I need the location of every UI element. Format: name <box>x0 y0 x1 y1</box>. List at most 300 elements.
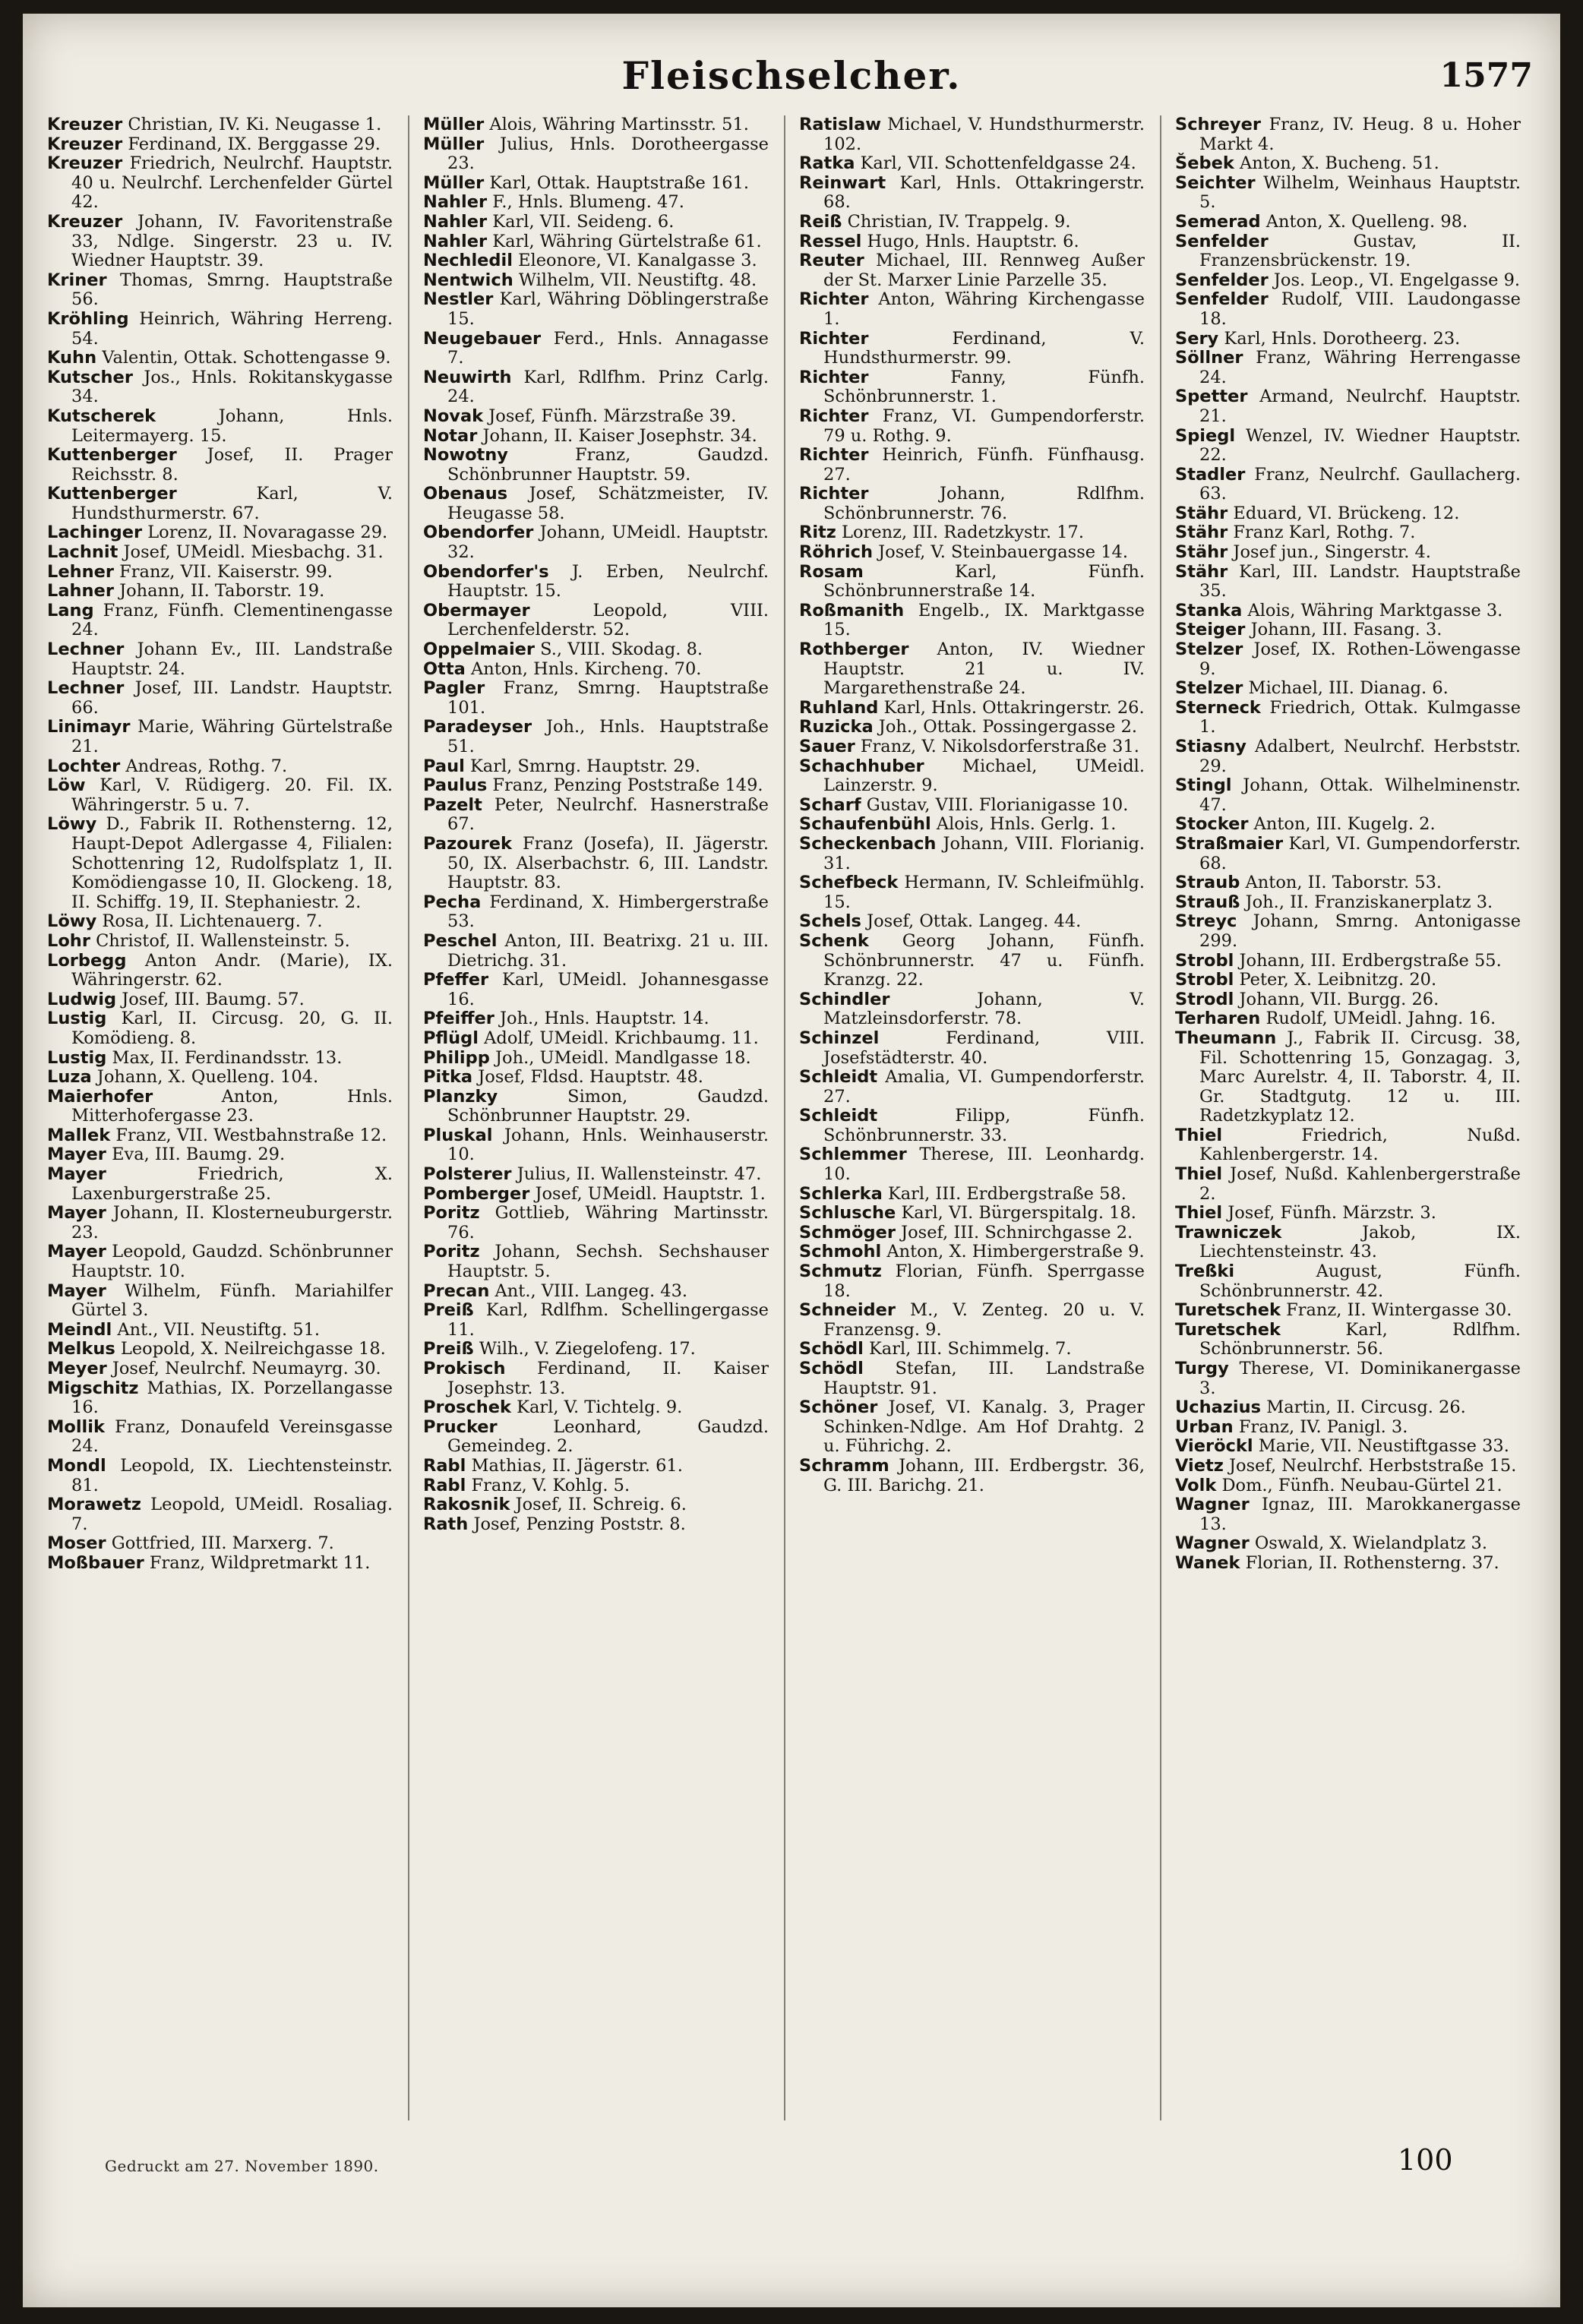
directory-entry <box>47 135 393 155</box>
entry-name: Schachhuber <box>799 756 924 776</box>
entry-name: Senfelder <box>1175 231 1269 251</box>
entry-name: Ratka <box>799 153 855 174</box>
entry-details: Josef, II. Prager Reichsstr. 8. <box>71 445 393 485</box>
entry-details: Georg Johann, Fünfh. Schönbrunnerstr. 47 u. Fünfh. Kranzg. 22. <box>823 930 1145 990</box>
directory-entry <box>799 912 1145 932</box>
entry-name: Moser <box>47 1533 106 1554</box>
entry-details: Johann, Ottak. Wilhelminenstr. 47. <box>1199 775 1521 815</box>
directory-entry <box>423 893 769 932</box>
entry-name: Nowotny <box>423 445 508 466</box>
entry-details: Franz, VII. Kaiserstr. 99. <box>119 561 333 582</box>
entry-details: Josef, Nußd. Kahlenbergerstraße 2. <box>1199 1164 1521 1204</box>
directory-entry <box>423 1359 769 1398</box>
directory-entry <box>799 990 1145 1029</box>
directory-entry <box>1175 115 1521 154</box>
entry-details: Leopold, X. Neilreichgasse 18. <box>120 1339 386 1359</box>
entry-details: Franz Karl, Rothg. 7. <box>1233 523 1416 543</box>
entry-details: Ferdinand, II. Kaiser Josephstr. 13. <box>447 1359 769 1398</box>
directory-entry <box>799 485 1145 523</box>
directory-entry <box>799 1262 1145 1301</box>
directory-entry <box>799 699 1145 718</box>
entry-details: Florian, Fünfh. Sperrgasse 18. <box>823 1261 1145 1301</box>
entry-name: Reinwart <box>799 172 886 193</box>
directory-entry <box>1175 1126 1521 1165</box>
directory-entry <box>1175 620 1521 640</box>
column-4 <box>1175 115 1521 2120</box>
entry-details: Karl, Rdlfhm. Schönbrunnerstr. 56. <box>1199 1319 1521 1359</box>
entry-name: Löw <box>47 775 86 796</box>
entry-name: Nahler <box>423 211 488 232</box>
directory-entry <box>423 1282 769 1302</box>
directory-entry <box>1175 971 1521 990</box>
entry-details: Josef, III. Baumg. 57. <box>122 989 305 1009</box>
entry-name: Strauß <box>1175 892 1240 912</box>
entry-details: Rudolf, VIII. Laudongasse 18. <box>1199 289 1521 329</box>
entry-name: Mallek <box>47 1125 111 1145</box>
directory-entry <box>1175 387 1521 426</box>
directory-entry <box>47 1088 393 1126</box>
entry-name: Lachinger <box>47 523 143 543</box>
entry-details: Karl, III. Erdbergstraße 58. <box>887 1183 1126 1204</box>
entry-details: Ferd., Hnls. Annagasse 7. <box>447 328 769 368</box>
entry-name: Melkus <box>47 1339 115 1359</box>
directory-entry <box>1175 330 1521 349</box>
column-1 <box>47 115 393 2120</box>
directory-entry <box>423 757 769 777</box>
entry-name: Wagner <box>1175 1495 1250 1515</box>
entry-details: Jos., Hnls. Rokitanskygasse 34. <box>71 367 393 407</box>
directory-entry <box>47 776 393 815</box>
entry-name: Streyc <box>1175 911 1237 932</box>
directory-entry <box>1175 174 1521 213</box>
directory-entry <box>423 174 769 194</box>
entry-name: Löwy <box>47 911 97 932</box>
entry-details: Leopold, IX. Liechtensteinstr. 81. <box>71 1455 393 1495</box>
entry-details: Johann, III. Fasang. 3. <box>1250 620 1442 640</box>
directory-entry <box>1175 873 1521 893</box>
entry-name: Proschek <box>423 1397 512 1418</box>
entry-details: Josef, IX. Rothen-Löwengasse 9. <box>1199 639 1521 679</box>
entry-details: Johann, Smrng. Antonigasse 299. <box>1199 911 1521 951</box>
directory-entry <box>1175 815 1521 835</box>
entry-name: Nestler <box>423 289 494 310</box>
entry-details: Jos. Leop., VI. Engelgasse 9. <box>1273 270 1521 290</box>
entry-name: Neugebauer <box>423 328 542 349</box>
entry-details: Josef, V. Steinbauergasse 14. <box>878 542 1129 563</box>
entry-name: Thiel <box>1175 1203 1223 1224</box>
entry-name: Nahler <box>423 231 488 251</box>
directory-entry <box>1175 893 1521 913</box>
directory-entry <box>423 115 769 135</box>
directory-entry <box>1175 776 1521 815</box>
entry-details: Simon, Gaudzd. Schönbrunner Hauptstr. 29. <box>447 1086 769 1126</box>
directory-entry <box>1175 952 1521 971</box>
entry-details: Karl, Währing Döblingerstraße 15. <box>447 289 769 329</box>
directory-entry <box>423 932 769 971</box>
entry-name: Vietz <box>1175 1455 1224 1476</box>
directory-entry <box>799 1359 1145 1398</box>
entry-details: Armand, Neulrchf. Hauptstr. 21. <box>1199 387 1521 426</box>
entry-name: Müller <box>423 115 485 134</box>
entry-name: Meyer <box>47 1359 107 1378</box>
entry-details: Johann, Sechsh. Sechshauser Hauptstr. 5. <box>447 1242 769 1282</box>
entry-details: Johann, IV. Favoritenstraße 33, Ndlge. Singerstr. 23 u. IV. Wiedner Hauptstr. 39. <box>71 211 393 271</box>
entry-name: Stiasny <box>1175 737 1246 756</box>
entry-name: Schleidt <box>799 1106 878 1126</box>
entry-details: Adolf, UMeidl. Krichbaumg. 11. <box>484 1028 759 1048</box>
entry-details: Michael, V. Hundsthurmerstr. 102. <box>823 115 1145 154</box>
entry-details: Josef, Penzing Poststr. 8. <box>473 1514 686 1534</box>
entry-details: Karl, VI. Gumpendorferstr. 68. <box>1199 833 1521 873</box>
entry-name: Schenk <box>799 930 869 951</box>
directory-entry <box>47 1049 393 1069</box>
entry-details: Johann, III. Erdbergstraße 55. <box>1239 950 1502 971</box>
entry-name: Lachnit <box>47 542 118 563</box>
entry-name: Luza <box>47 1067 92 1088</box>
directory-entry <box>47 154 393 213</box>
entry-details: Dom., Fünfh. Neubau-Gürtel 21. <box>1221 1475 1502 1495</box>
entry-name: Ruhland <box>799 697 879 718</box>
directory-entry <box>47 1340 393 1359</box>
entry-name: Stelzer <box>1175 678 1243 699</box>
entry-name: Strobl <box>1175 970 1234 990</box>
directory-entry <box>799 368 1145 407</box>
directory-entry <box>799 737 1145 757</box>
directory-entry <box>1175 1495 1521 1534</box>
entry-details: Karl, Hnls. Dorotheerg. 23. <box>1224 328 1461 349</box>
entry-details: Franz, Neulrchf. Gaullacherg. 63. <box>1199 464 1521 504</box>
entry-details: Ferdinand, IX. Berggasse 29. <box>128 134 381 154</box>
entry-name: Strobl <box>1175 950 1234 971</box>
entry-details: Friedrich, Ottak. Kulmgasse 1. <box>1199 697 1521 737</box>
entry-name: Schödl <box>799 1339 864 1359</box>
entry-details: Josef, Ottak. Langeg. 44. <box>867 911 1082 932</box>
entry-name: Schmutz <box>799 1261 882 1282</box>
entry-details: Julius, II. Wallensteinstr. 47. <box>517 1164 762 1185</box>
entry-details: Julius, Hnls. Dorotheergasse 23. <box>447 134 769 174</box>
entry-name: Obenaus <box>423 484 508 504</box>
page-footer <box>23 2143 1560 2189</box>
entry-details: Stefan, III. Landstraße Hauptstr. 91. <box>823 1359 1145 1398</box>
directory-entry <box>423 1476 769 1496</box>
entry-name: Prokisch <box>423 1359 506 1378</box>
entry-name: Lang <box>47 600 94 620</box>
directory-entry <box>47 523 393 543</box>
entry-details: Franz, Penzing Poststraße 149. <box>492 775 763 796</box>
directory-entry <box>423 1204 769 1243</box>
entry-name: Richter <box>799 484 869 504</box>
directory-entry <box>1175 1321 1521 1359</box>
entry-name: Pecha <box>423 892 482 912</box>
directory-entry <box>799 563 1145 602</box>
entry-details: Karl, Währing Gürtelstraße 61. <box>492 231 762 251</box>
directory-entry <box>47 485 393 523</box>
directory-entry <box>1175 232 1521 271</box>
entry-name: Kreuzer <box>47 211 123 232</box>
directory-entry <box>47 1418 393 1457</box>
entry-name: Schramm <box>799 1455 889 1476</box>
entry-details: Marie, Währing Gürtelstraße 21. <box>71 717 393 756</box>
entry-details: Johann, VIII. Florianig. 31. <box>823 833 1145 873</box>
directory-entry <box>1175 602 1521 621</box>
directory-entry <box>799 407 1145 446</box>
entry-name: Lustig <box>47 1009 107 1029</box>
entry-name: Lahner <box>47 581 114 602</box>
entry-name: Rabl <box>423 1475 466 1495</box>
entry-name: Uchazius <box>1175 1397 1262 1418</box>
directory-entry <box>423 1068 769 1088</box>
entry-name: Schlemmer <box>799 1145 907 1165</box>
directory-entry <box>423 718 769 756</box>
entry-name: Theumann <box>1175 1028 1277 1048</box>
directory-entry <box>47 602 393 640</box>
entry-name: Scharf <box>799 794 861 815</box>
entry-name: Röhrich <box>799 542 873 563</box>
directory-entry <box>1175 1418 1521 1438</box>
entry-name: Lorbegg <box>47 950 127 971</box>
directory-entry <box>47 213 393 271</box>
entry-details: Hermann, IV. Schleifmühlg. 15. <box>823 873 1145 912</box>
entry-details: Franz, Währing Herrengasse 24. <box>1199 348 1521 387</box>
entry-details: Anton, IV. Wiedner Hauptstr. 21 u. IV. Margarethenstraße 24. <box>823 639 1145 699</box>
entry-details: Gottfried, III. Marxerg. 7. <box>111 1533 334 1554</box>
directory-entry <box>423 330 769 368</box>
entry-name: Nentwich <box>423 270 513 290</box>
directory-entry <box>799 213 1145 232</box>
entry-name: Spetter <box>1175 387 1248 407</box>
directory-entry <box>47 932 393 952</box>
entry-name: Stähr <box>1175 542 1228 563</box>
entry-name: Reuter <box>799 251 864 271</box>
directory-entry <box>1175 737 1521 776</box>
directory-entry <box>423 563 769 602</box>
directory-entry <box>799 1243 1145 1262</box>
entry-name: Pagler <box>423 678 485 699</box>
directory-entry <box>47 640 393 679</box>
entry-name: Philipp <box>423 1047 490 1068</box>
entry-name: Strodl <box>1175 989 1234 1009</box>
entry-name: Schmöger <box>799 1222 896 1243</box>
directory-entry <box>47 563 393 583</box>
directory-entry <box>423 1029 769 1049</box>
entry-details: Fanny, Fünfh. Schönbrunnerstr. 1. <box>823 367 1145 407</box>
entry-details: Christian, IV. Ki. Neugasse 1. <box>128 115 382 134</box>
directory-entry <box>423 1398 769 1418</box>
entry-details: Joh., Hnls. Hauptstr. 14. <box>500 1009 709 1029</box>
directory-entry <box>47 1282 393 1321</box>
entry-details: Wilhelm, VII. Neustiftg. 48. <box>518 270 757 290</box>
directory-entry <box>1175 1554 1521 1574</box>
directory-entry <box>1175 427 1521 466</box>
entry-details: Heinrich, Fünfh. Fünfhausg. 27. <box>823 445 1145 485</box>
entry-details: Josef, II. Schreig. 6. <box>515 1495 687 1515</box>
directory-entry <box>47 582 393 602</box>
entry-details: Johann, VII. Burgg. 26. <box>1239 989 1439 1009</box>
entry-name: Ruzicka <box>799 717 874 737</box>
entry-name: Obendorfer <box>423 523 534 543</box>
entry-details: Anton, X. Bucheng. 51. <box>1239 153 1439 174</box>
directory-entry <box>1175 271 1521 291</box>
entry-name: Schöner <box>799 1397 878 1418</box>
directory-entry <box>1175 563 1521 602</box>
entry-details: M., V. Zenteg. 20 u. V. Franzensg. 9. <box>823 1300 1145 1340</box>
directory-entry <box>423 660 769 680</box>
entry-name: Sauer <box>799 737 855 756</box>
entry-name: Senfelder <box>1175 270 1269 290</box>
entry-details: Karl, Ottak. Hauptstraße 161. <box>489 172 750 193</box>
page-header <box>23 53 1560 106</box>
entry-name: Meindl <box>47 1319 112 1340</box>
directory-entry <box>1175 1204 1521 1224</box>
entry-name: Mondl <box>47 1455 106 1476</box>
entry-details: Ant., VIII. Langeg. 43. <box>494 1280 688 1301</box>
entry-details: Anton, III. Beatrixg. 21 u. III. Dietrichg. 31. <box>447 930 769 971</box>
entry-details: Therese, VI. Dominikanergasse 3. <box>1199 1359 1521 1398</box>
directory-entry <box>47 115 393 135</box>
entry-name: Trawniczek <box>1175 1222 1282 1243</box>
entry-details: Karl, VI. Bürgerspitalg. 18. <box>901 1203 1136 1224</box>
entry-details: Joh., Hnls. Hauptstraße 51. <box>447 717 769 756</box>
directory-entry <box>1175 1437 1521 1457</box>
entry-name: Pomberger <box>423 1183 530 1204</box>
entry-name: Lechner <box>47 678 125 699</box>
entry-name: Polsterer <box>423 1164 512 1185</box>
entry-details: Filipp, Fünfh. Schönbrunnerstr. 33. <box>823 1106 1145 1145</box>
directory-entry <box>423 446 769 485</box>
entry-name: Schinzel <box>799 1028 880 1048</box>
entry-name: Schneider <box>799 1300 896 1321</box>
directory-entry <box>1175 679 1521 699</box>
entry-name: Richter <box>799 328 869 349</box>
directory-entry <box>423 679 769 718</box>
directory-entry <box>799 115 1145 154</box>
entry-name: Schaufenbühl <box>799 814 931 835</box>
entry-details: Leopold, Gaudzd. Schönbrunner Hauptstr. 10. <box>71 1242 393 1282</box>
directory-entry <box>799 1145 1145 1184</box>
entry-name: Ratislaw <box>799 115 882 134</box>
entry-name: Seichter <box>1175 172 1256 193</box>
entry-name: Turetschek <box>1175 1319 1281 1340</box>
entry-details: Mathias, IX. Porzellangasse 16. <box>71 1378 393 1418</box>
directory-entry <box>799 1340 1145 1359</box>
directory-entry <box>799 1301 1145 1340</box>
entry-name: Schmohl <box>799 1242 882 1262</box>
entry-name: Ressel <box>799 231 862 251</box>
directory-entry <box>799 1224 1145 1243</box>
entry-name: Nahler <box>423 192 488 213</box>
entry-name: Lechner <box>47 639 125 660</box>
entry-details: Karl, Rdlfhm. Schellingergasse 11. <box>447 1300 769 1340</box>
directory-entry <box>799 1398 1145 1457</box>
directory-entry <box>47 952 393 990</box>
entry-details: Josef, Neulrchf. Herbststraße 15. <box>1229 1455 1517 1476</box>
entry-details: Friedrich, Nußd. Kahlenbergerstr. 14. <box>1199 1125 1521 1165</box>
entry-name: Scheckenbach <box>799 833 937 854</box>
directory-entry <box>799 1107 1145 1145</box>
entry-details: Christian, IV. Trappelg. 9. <box>847 211 1071 232</box>
directory-entry <box>423 1495 769 1515</box>
entry-details: Johann, Hnls. Weinhauserstr. 10. <box>447 1125 769 1165</box>
entry-details: Anton, X. Himbergerstraße 9. <box>886 1242 1145 1262</box>
entry-details: Johann Ev., III. Landstraße Hauptstr. 24. <box>71 639 393 679</box>
entry-details: Josef, VI. Kanalg. 3, Prager Schinken-Ndlge. Am Hof Drahtg. 2 u. Führichg. 2. <box>823 1397 1145 1457</box>
entry-details: Amalia, VI. Gumpendorferstr. 27. <box>823 1067 1145 1107</box>
entry-name: Terharen <box>1175 1009 1261 1029</box>
directory-entry <box>423 602 769 640</box>
entry-name: Pazourek <box>423 833 512 854</box>
entry-name: Steiger <box>1175 620 1246 640</box>
entry-details: Karl, VII. Seideng. 6. <box>492 211 675 232</box>
directory-entry <box>47 1495 393 1534</box>
directory-entry <box>423 523 769 562</box>
entry-details: Rosa, II. Lichtenauerg. 7. <box>102 911 323 932</box>
entry-details: Karl, VII. Schottenfeldgasse 24. <box>860 153 1136 174</box>
entry-name: Schleidt <box>799 1067 878 1088</box>
directory-entry <box>799 290 1145 329</box>
entry-name: Precan <box>423 1280 490 1301</box>
directory-entry <box>423 407 769 427</box>
entry-name: Kutscherek <box>47 406 156 426</box>
column-2 <box>423 115 769 2120</box>
entry-details: Franz, Gaudzd. Schönbrunner Hauptstr. 59. <box>447 445 769 485</box>
entry-name: Straub <box>1175 873 1240 893</box>
directory-entry <box>799 640 1145 699</box>
directory-entry <box>423 1418 769 1457</box>
entry-name: Treßki <box>1175 1261 1235 1282</box>
entry-name: Pitka <box>423 1067 473 1088</box>
entry-details: Friedrich, Neulrchf. Hauptstr. 40 u. Neulrchf. Lerchenfelder Gürtel 42. <box>71 153 393 213</box>
entry-details: Joh., II. Franziskanerplatz 3. <box>1245 892 1493 912</box>
directory-entry <box>47 1379 393 1418</box>
entry-name: Roßmanith <box>799 600 905 620</box>
entry-details: Leopold, UMeidl. Rosaliag. 7. <box>71 1495 393 1534</box>
entry-name: Ritz <box>799 523 836 543</box>
entry-details: Josef, Schätzmeister, IV. Heugasse 58. <box>447 484 769 523</box>
entry-details: Alois, Hnls. Gerlg. 1. <box>936 814 1117 835</box>
entry-details: Karl, Smrng. Hauptstr. 29. <box>469 756 701 776</box>
entry-details: Thomas, Smrng. Hauptstraße 56. <box>71 270 393 310</box>
directory-entry <box>1175 1476 1521 1496</box>
entry-details: Joh., UMeidl. Mandlgasse 18. <box>495 1047 751 1068</box>
directory-entry <box>1175 912 1521 951</box>
directory-entry <box>799 154 1145 174</box>
directory-entry <box>423 1126 769 1165</box>
directory-entry <box>799 251 1145 290</box>
entry-name: Sterneck <box>1175 697 1261 718</box>
directory-entry <box>47 1165 393 1204</box>
entry-details: Ignaz, III. Marokkanergasse 13. <box>1199 1495 1521 1534</box>
entry-details: Hugo, Hnls. Hauptstr. 6. <box>867 231 1079 251</box>
directory-entry <box>799 330 1145 368</box>
entry-details: Johann, II. Taborstr. 19. <box>119 581 325 602</box>
entry-details: Gustav, VIII. Florianigasse 10. <box>866 794 1129 815</box>
entry-name: Sery <box>1175 328 1219 349</box>
directory-entry <box>1175 1457 1521 1476</box>
entry-name: Rabl <box>423 1455 466 1476</box>
entry-details: Franz, Smrng. Hauptstraße 101. <box>447 678 769 718</box>
entry-name: Prucker <box>423 1416 498 1437</box>
directory-entry <box>47 446 393 485</box>
column-3 <box>799 115 1145 2120</box>
entry-name: Mayer <box>47 1164 106 1185</box>
directory-entry <box>47 407 393 446</box>
directory-entry <box>799 873 1145 912</box>
entry-details: Karl, Hnls. Ottakringerstr. 68. <box>823 172 1145 213</box>
entry-details: Oswald, X. Wielandplatz 3. <box>1254 1533 1488 1554</box>
directory-entry <box>1175 835 1521 873</box>
column-divider <box>1160 115 1161 2120</box>
entry-name: Kutscher <box>47 367 133 387</box>
